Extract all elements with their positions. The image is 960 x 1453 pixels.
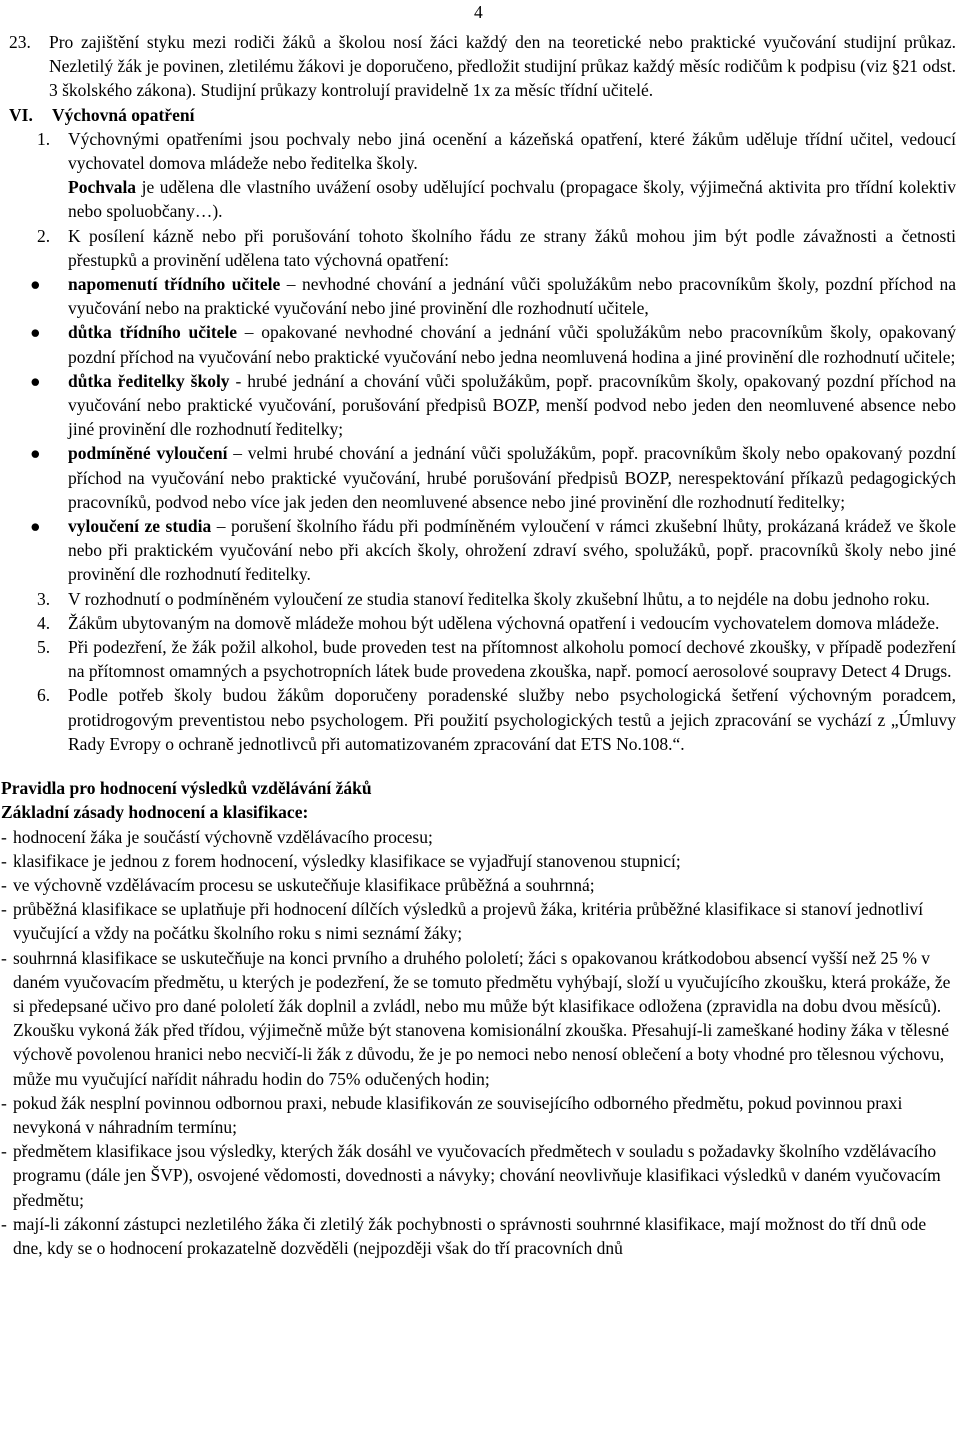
numbered-list xyxy=(0,587,960,756)
measure-description: – nevhodné chování a jednání vůči spolužákům nebo pracovníkům školy, pozdní příchod na vyučování nebo na praktické vyučování nebo jiné provinění dle rozhodnutí učitele, xyxy=(68,274,956,319)
rules-list xyxy=(0,825,960,1261)
measure-text xyxy=(68,272,956,320)
item-paragraph-rest: je udělena dle vlastního uvážení osoby udělující pochvalu (propagace školy, výjimečná aktivita pro třídní kolektiv nebo spoluobčany…). xyxy=(68,177,956,222)
measure-text xyxy=(68,369,956,442)
item-number: 4. xyxy=(37,612,51,633)
measure-item xyxy=(0,441,960,514)
dash-marker: - xyxy=(1,874,7,895)
measure-name: důtka ředitelky školy xyxy=(68,370,230,391)
item-paragraph: Výchovnými opatřeními jsou pochvaly nebo jiná ocenění a kázeňská opatření, které žákům uděluje třídní učitel, vedoucí vychovatel domova mládeže nebo ředitelka školy. xyxy=(68,128,956,174)
dash-marker: - xyxy=(1,899,7,920)
item-number: 1. xyxy=(37,128,51,149)
measure-description: – opakované nevhodné chování a jednání vůči spolužákům nebo pracovníkům školy, opakovaný pozdní příchod na vyučování nebo praktické vyučování nebo jedna neomluvená hodina a jiné provinění dle rozhodnutí učitele; xyxy=(68,322,956,367)
item-number: 23. xyxy=(9,32,31,52)
measure-name: vyloučení ze studia xyxy=(68,516,212,537)
list-item xyxy=(0,587,960,611)
rule-text: souhrnná klasifikace se uskutečňuje na konci prvního a druhého pololetí; žáci s opakovanou krátkodobou absencí vyšší než 25 % v daném vyučovacím předmětu, u kterých je podezření, že se tomuto předmětu vyhýbají, složí u vyučujícího zkoušku, která prokáže, že si předepsané učivo pro dané pololetí žák doplnil a zvládl, nebo mu může být klasifikace odložena (zpravidla na dobu dvou měsíců). Zkoušku vykoná žák před třídou, výjimečně může být stanovena komisionální zkouška. Přesahují-li zameškané hodiny žáka v tělesné výchově povolenou hranici nebo necvičí-li žák z důvodu, že je po nemoci nebo nenosí oblečení a boty vhodné pro tělesnou výchovu, může mu vyučující nařídit náhradu hodin do 75% odučených hodin; xyxy=(13,947,951,1089)
measure-item xyxy=(0,369,960,442)
dash-marker: - xyxy=(1,1213,7,1234)
bold-term: Pochvala xyxy=(68,177,137,198)
section-number: VI. xyxy=(9,104,33,125)
dash-marker: - xyxy=(1,947,7,968)
measures-list xyxy=(0,272,960,587)
measure-description: - hrubé jednání a chování vůči spolužákům, popř. pracovníkům školy, opakovaný pozdní příchod na vyučování nebo praktické vyučování, porušování předpisů BOZP, menší podvod nebo jeden den neomluvené absence nebo jiné provinění dle rozhodnutí ředitelky; xyxy=(68,370,956,440)
measure-name: důtka třídního učitele xyxy=(68,322,238,343)
measure-text xyxy=(68,441,956,514)
item-text: Při podezření, že žák požil alkohol, bude proveden test na přítomnost alkoholu pomocí dechové zkoušky, v případě podezření na přítomnost omamných a psychotropních látek bude provedena zkouška, např. pomocí aerosolové soupravy Detect 4 Drugs. xyxy=(68,637,956,682)
rule-item xyxy=(0,946,960,1091)
item-paragraph xyxy=(68,175,956,223)
dash-marker: - xyxy=(1,1092,7,1113)
item-text: Žákům ubytovaným na domově mládeže mohou být udělena výchovná opatření i vedoucím vychovatelem domova mládeže. xyxy=(68,612,940,633)
rule-text: hodnocení žáka je součástí výchovně vzdělávacího procesu; xyxy=(13,826,433,847)
rule-text: pokud žák nesplní povinnou odbornou praxi, nebude klasifikován ze souvisejícího odborného předmětu, pokud povinnou praxi nevykoná v náhradním termínu; xyxy=(13,1092,903,1137)
page-number: 4 xyxy=(474,2,483,22)
section-heading xyxy=(0,103,960,127)
rule-item xyxy=(0,1139,960,1212)
bullet-icon: ● xyxy=(30,274,41,295)
measure-text xyxy=(68,320,956,368)
rule-text: předmětem klasifikace jsou výsledky, kterých žák dosáhl ve vyučovacích předmětech v souladu s požadavky školního vzdělávacího programu (dále jen ŠVP), osvojené vědomosti, dovednosti a návyky; chování neovlivňuje klasifikaci výsledků v daném vyučovacím předmětu; xyxy=(13,1141,941,1210)
rule-item xyxy=(0,1212,960,1260)
measure-description: – velmi hrubé chování a jednání vůči spolužákům, popř. pracovníkům školy nebo opakovaný pozdní příchod na vyučování nebo praktické vyučování, hrubé porušování předpisů BOZP, nerespektování příkazů pedagogických pracovníků, podvod nebo více jak jeden den neomluvené absence nebo jiné provinění dle rozhodnutí ředitelky; xyxy=(68,443,956,512)
item-text xyxy=(68,127,956,224)
dash-marker: - xyxy=(1,850,7,871)
item-number: 6. xyxy=(37,685,51,706)
rule-text: klasifikace je jednou z forem hodnocení, výsledky klasifikace se vyjadřují stanovenou stupnicí; xyxy=(13,850,681,871)
item-text: K posílení kázně nebo při porušování tohoto školního řádu ze strany žáků mohou jim být podle závažnosti a četnosti přestupků a provinění udělena tato výchovná opatření: xyxy=(68,225,956,270)
dash-marker: - xyxy=(1,1141,7,1162)
list-item xyxy=(0,635,960,683)
list-item-1 xyxy=(0,127,960,224)
measure-text xyxy=(68,514,956,587)
list-item xyxy=(0,611,960,635)
rule-text: mají-li zákonní zástupci nezletilého žáka či zletilý žák pochybnosti o správnosti souhrnné klasifikace, mají možnost do tří dnů ode dne, kdy se o hodnocení prokazatelně dozvěděli (nejpozději však do tří pracovních dnů xyxy=(13,1213,927,1258)
rule-text: ve výchovně vzdělávacím procesu se uskutečňuje klasifikace průběžná a souhrnná; xyxy=(13,874,595,895)
rules-section xyxy=(0,776,960,1260)
list-item-2 xyxy=(0,224,960,272)
rules-subtitle: Základní zásady hodnocení a klasifikace: xyxy=(1,802,309,823)
section-title: Výchovná opatření xyxy=(52,104,195,125)
measure-name: napomenutí třídního učitele xyxy=(68,274,281,295)
list-item xyxy=(0,683,960,756)
document-body xyxy=(0,30,960,1260)
measure-name: podmíněné vyloučení xyxy=(68,443,228,464)
rule-item xyxy=(0,897,960,945)
measure-item xyxy=(0,272,960,320)
item-text: V rozhodnutí o podmíněném vyloučení ze studia stanoví ředitelka školy zkušební lhůtu, a to nejdéle na dobu jednoho roku. xyxy=(68,588,930,609)
measure-item xyxy=(0,514,960,587)
bullet-icon: ● xyxy=(30,516,41,537)
rule-item xyxy=(0,825,960,849)
list-item-23 xyxy=(0,30,960,103)
measure-description: – porušení školního řádu při podmíněném vyloučení v rámci zkušební lhůty, prokázaná krádež ve škole nebo při praktickém vyučování nebo při akcích školy, ohrožení zdraví svého, spolužáků, popř. pracovníků školy nebo jiné provinění dle rozhodnutí ředitelky. xyxy=(68,516,956,585)
item-number: 5. xyxy=(37,637,51,658)
dash-marker: - xyxy=(1,826,7,847)
rule-item xyxy=(0,1091,960,1139)
bullet-icon: ● xyxy=(30,370,41,391)
item-text: Podle potřeb školy budou žákům doporučeny poradenské služby nebo psychologická šetření výchovným poradcem, protidrogovým preventistou nebo psychologem. Při použití psychologických testů a jejich zpracování se vychází z „Úmluvy Rady Evropy o ochraně jednotlivců při automatizovaném zpracování dat ETS No.108.“. xyxy=(68,685,956,754)
rule-item xyxy=(0,849,960,873)
item-number: 3. xyxy=(37,588,51,609)
rule-item xyxy=(0,873,960,897)
rules-title: Pravidla pro hodnocení výsledků vzdělávání žáků xyxy=(1,778,372,799)
rule-text: průběžná klasifikace se uplatňuje při hodnocení dílčích výsledků a projevů žáka, kritéria průběžné klasifikace si stanoví jednotliví vyučující a vždy na počátku školního roku s nimi seznámí žáky; xyxy=(13,899,924,944)
item-number: 2. xyxy=(37,225,51,246)
measure-item xyxy=(0,320,960,368)
item-text: Pro zajištění styku mezi rodiči žáků a školou nosí žáci každý den na teoretické nebo praktické vyučování studijní průkaz. Nezletilý žák je povinen, zletilému žákovi je doporučeno, předložit studijní průkaz každý měsíc rodičům k podpisu (viz §21 odst. 3 školského zákona). Studijní průkazy kontrolují pravidelně 1x za měsíc třídní učitelé. xyxy=(49,32,956,101)
bullet-icon: ● xyxy=(30,443,41,464)
bullet-icon: ● xyxy=(30,322,41,343)
